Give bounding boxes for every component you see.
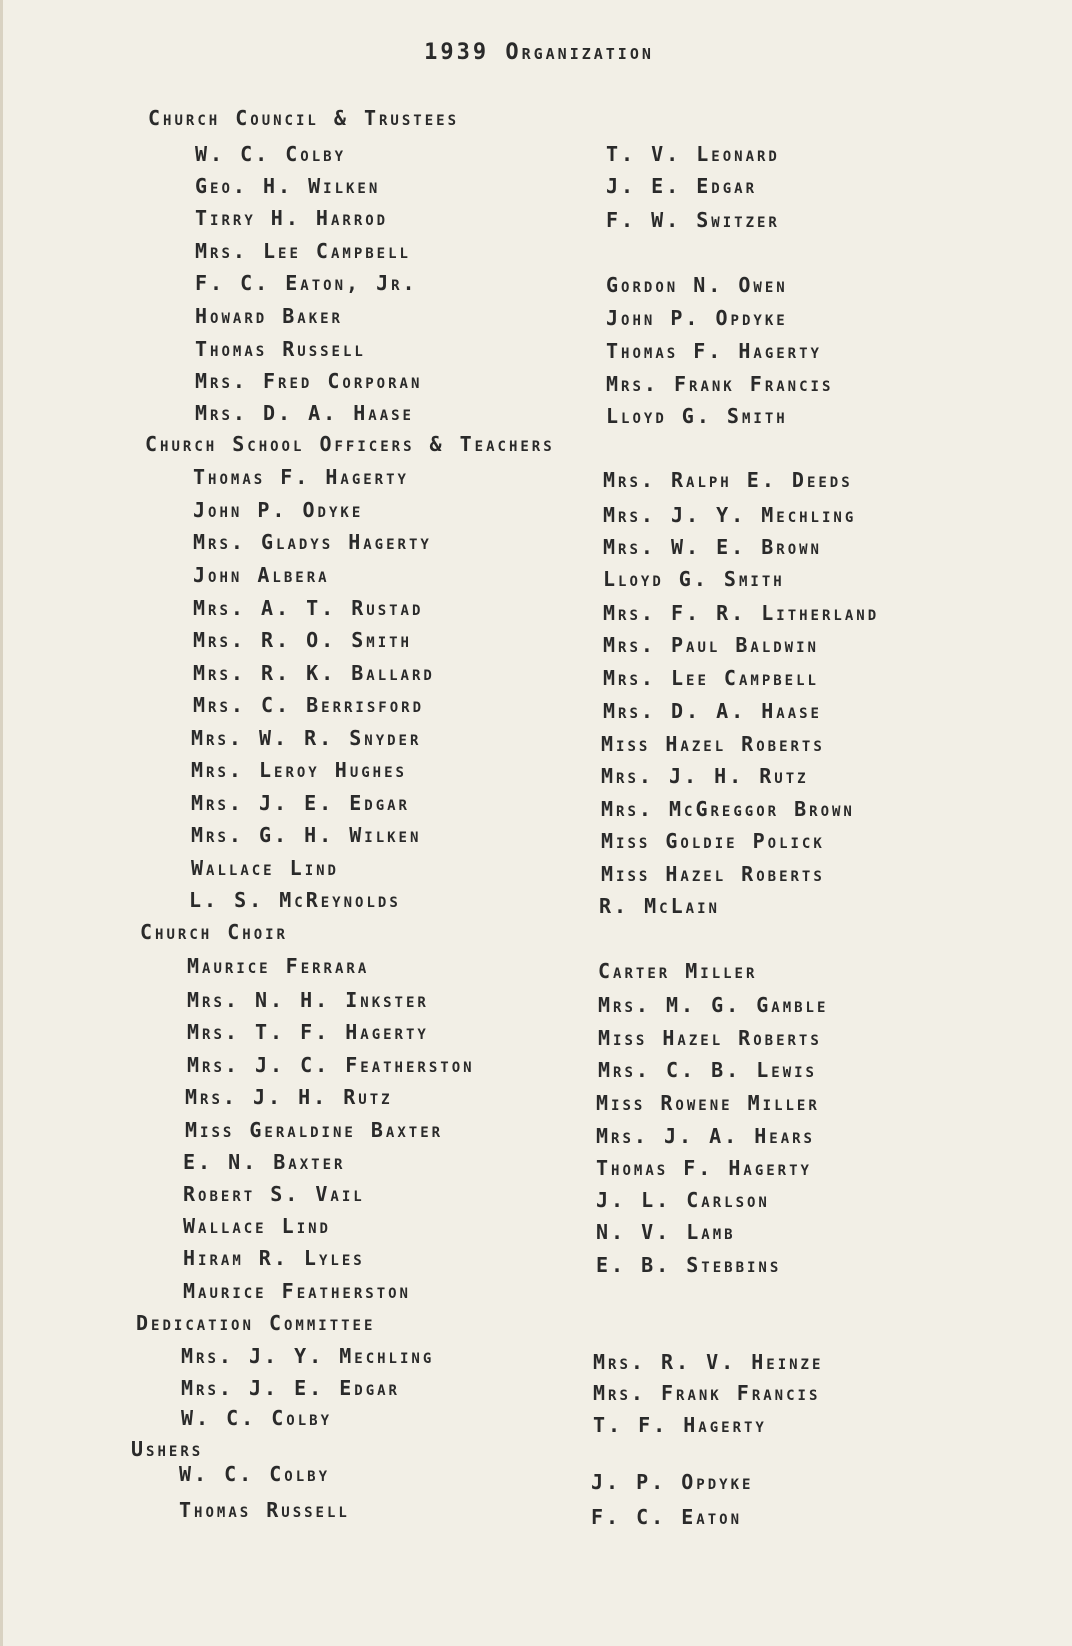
list-item: John Albera <box>193 563 330 587</box>
list-item: Wallace Lind <box>191 856 339 880</box>
list-item: Robert S. Vail <box>183 1182 365 1206</box>
list-item: Mrs. Lee Campbell <box>195 239 411 263</box>
list-item: Maurice Featherston <box>183 1279 411 1303</box>
list-item: Mrs. J. E. Edgar <box>191 791 410 815</box>
list-item: Wallace Lind <box>183 1214 331 1238</box>
list-item: Mrs. Gladys Hagerty <box>193 530 432 554</box>
list-item: Miss Hazel Roberts <box>601 862 825 886</box>
list-item: Thomas F. Hagerty <box>606 339 822 363</box>
list-item: Mrs. Paul Baldwin <box>603 633 819 657</box>
list-item: Geo. H. Wilken <box>195 174 381 198</box>
list-item: Mrs. W. E. Brown <box>603 535 822 559</box>
list-item: Mrs. J. Y. Mechling <box>603 503 857 527</box>
list-item: Mrs. Lee Campbell <box>603 666 819 690</box>
list-item: J. E. Edgar <box>606 174 758 198</box>
list-item: Mrs. D. A. Haase <box>195 401 414 425</box>
list-item: Mrs. Ralph E. Deeds <box>603 468 853 492</box>
list-item: R. McLain <box>599 894 720 918</box>
list-item: Mrs. G. H. Wilken <box>191 823 422 847</box>
list-item: Mrs. A. T. Rustad <box>193 596 424 620</box>
list-item: J. P. Opdyke <box>591 1470 754 1494</box>
list-item: F. C. Eaton <box>591 1505 743 1529</box>
list-item: Mrs. J. C. Featherston <box>187 1053 475 1077</box>
list-item: F. C. Eaton, Jr. <box>195 271 418 295</box>
list-item: John P. Odyke <box>193 498 364 522</box>
page-title: 1939 Organization <box>424 40 654 65</box>
list-item: Miss Goldie Polick <box>601 829 825 853</box>
list-item: Mrs. F. R. Litherland <box>603 601 880 625</box>
list-item: Miss Geraldine Baxter <box>185 1118 444 1142</box>
list-item: Miss Hazel Roberts <box>598 1026 822 1050</box>
list-item: Mrs. R. K. Ballard <box>193 661 435 685</box>
list-item: T. F. Hagerty <box>593 1413 767 1437</box>
section-heading-council: Church Council & Trustees <box>148 106 460 130</box>
list-item: Howard Baker <box>195 304 343 328</box>
list-item: N. V. Lamb <box>596 1220 736 1244</box>
list-item: Thomas F. Hagerty <box>596 1156 812 1180</box>
list-item: Thomas Russell <box>179 1498 350 1522</box>
list-item: Thomas Russell <box>195 337 366 361</box>
list-item: Mrs. D. A. Haase <box>603 699 822 723</box>
list-item: Maurice Ferrara <box>187 954 370 978</box>
list-item: John P. Opdyke <box>606 306 788 330</box>
list-item: L. S. McReynolds <box>189 888 401 912</box>
list-item: Mrs. R. O. Smith <box>193 628 412 652</box>
section-heading-dedication: Dedication Committee <box>136 1311 376 1335</box>
list-item: Tirry H. Harrod <box>195 206 389 230</box>
list-item: Mrs. J. Y. Mechling <box>181 1344 435 1368</box>
list-item: W. C. Colby <box>179 1462 331 1486</box>
list-item: Mrs. J. A. Hears <box>596 1124 815 1148</box>
list-item: Mrs. McGreggor Brown <box>601 797 855 821</box>
list-item: Mrs. J. H. Rutz <box>185 1085 393 1109</box>
list-item: Mrs. T. F. Hagerty <box>187 1020 429 1044</box>
list-item: Mrs. C. B. Lewis <box>598 1058 817 1082</box>
section-heading-church-school: Church School Officers & Teachers <box>145 432 555 456</box>
list-item: F. W. Switzer <box>606 208 780 232</box>
list-item: Thomas F. Hagerty <box>193 465 409 489</box>
list-item: Lloyd G. Smith <box>606 404 788 428</box>
list-item: W. C. Colby <box>195 142 347 166</box>
list-item: Miss Hazel Roberts <box>601 732 825 756</box>
section-heading-ushers: Ushers <box>131 1437 204 1461</box>
list-item: E. N. Baxter <box>183 1150 346 1174</box>
list-item: Miss Rowene Miller <box>596 1091 820 1115</box>
list-item: Mrs. R. V. Heinze <box>593 1350 824 1374</box>
list-item: Mrs. J. H. Rutz <box>601 764 809 788</box>
list-item: Mrs. C. Berrisford <box>193 693 425 717</box>
list-item: Mrs. J. E. Edgar <box>181 1376 400 1400</box>
list-item: Carter Miller <box>598 959 758 983</box>
list-item: Mrs. Fred Corporan <box>195 369 423 393</box>
list-item: Mrs. Frank Francis <box>606 372 834 396</box>
list-item: E. B. Stebbins <box>596 1253 782 1277</box>
list-item: Lloyd G. Smith <box>603 567 785 591</box>
list-item: Hiram R. Lyles <box>183 1246 365 1270</box>
list-item: Mrs. N. H. Inkster <box>187 988 429 1012</box>
list-item: Mrs. M. G. Gamble <box>598 993 829 1017</box>
list-item: Mrs. Frank Francis <box>593 1381 821 1405</box>
list-item: Mrs. W. R. Snyder <box>191 726 422 750</box>
list-item: T. V. Leonard <box>606 142 780 166</box>
list-item: W. C. Colby <box>181 1406 333 1430</box>
list-item: J. L. Carlson <box>596 1188 770 1212</box>
section-heading-choir: Church Choir <box>140 920 288 944</box>
list-item: Mrs. Leroy Hughes <box>191 758 407 782</box>
list-item: Gordon N. Owen <box>606 273 788 297</box>
